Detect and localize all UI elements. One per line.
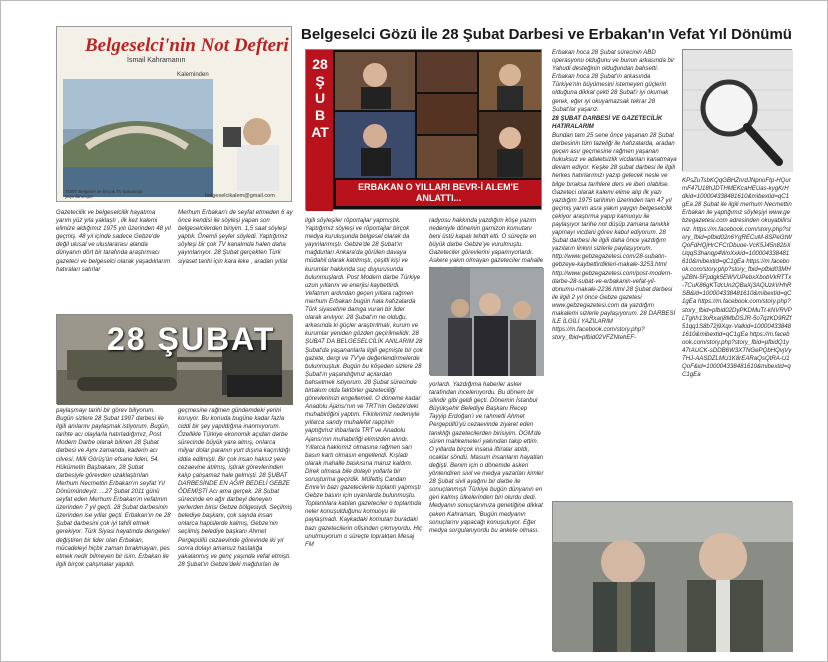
article-headline: Belgeselci Gözü İle 28 Şubat Darbesi ve Erbakan'ın Vefat Yıl Dönümü	[301, 26, 792, 43]
column-1-bottom-text	[56, 407, 171, 657]
banner-caption: ERBAKAN O YILLARI BEVR-İ ALEM'E ANLATTI...	[336, 180, 541, 206]
paragraph: Merhum Erbakan'ı de seyfat etmeden 6 ay önce kendisi ile söyleşi yapan son belgeselcilerden biriyim. 1,5 saat söyleşi yaptık. Önemli şeyler söyledi. Yaptığımız söyleşi bir çok TV kanalında halen daha yayınlanıyor. 28 Şubat gerçekten Türk siyaset tarihi için kara leke , aradan yıllar	[178, 209, 293, 265]
paragraph: paylaşmayı tarihi bir görev biliyorum. Bugün sizlere 28 Şubat 1997 darbesi ile ilgili anılarını paylaşmak istiyorum. Bugün, tarihte acı olaylarla hatırladığımız, Post Modern Darbe olarak bilinen 28 Şubat darbesi ve Aynı zamanda, kaderin acı cilvesi, Milli Görüş'ün efsane lideri, 54. Hükümetin Başbakanı, 28 Şubat darbesiyle görevden uzaklaştırılan Merhum Necmettin Erbakan'ın seyfat Yıl Dönümündeyiz. ...27 Şubat 2011 günü seyfat eden Merhum Erbakan'ın vefatının üzerinden 7 yıl geçti. 28 Şubat darbesinin üzerinden ise yıllar geçti. Erbakan'ın ne 28 Şubat darbesini çok iyi tahlil etmek gerekiyor. Türk Siyasi hayatında dengeleri değiştiren bir lider olan Erbakan, mücadeleyi hiçbir zaman bırakmayan, pes etmek nedir bilmeyen bir isim. Erbakan ile ilgili birçok çalışmalar yapıldı.	[56, 407, 171, 568]
column-4-top-text	[429, 217, 544, 265]
column-5-text	[552, 49, 677, 504]
paragraph: Bundan tam 25 sene önce yaşanan 28 Şubat darbesinin tüm tazeliği ile hafızalarda, aradan geçen asır geçmesine rağmen yaşanan hukuksuz ve adaletsizlik vicdanları kanatmaya devam ediyor. Keşke 28 şubat darbesi ile ilgili herkes hatırlarımızı yazıp gelecek nesle ve bilge bıraksa tarihlere ders ve iberi olabilse. Gazeteci olarak kalemi elime alıp ilk yazı yazdığım 1975 tarihinin üzerinden tam 47 yıl geçmiş yarım asra yakın yaygın belgeselcilik çekiyor araştırma yapıp kamuoyu ile paylaşıyor tarihe not düşüp zamana tanıklık yapmayı vicdani görev kabul ediyorum. 28 Şubat darbesi ile ilgili daha önce yazdığım yazıların linkini sizlerle paylaşıyorum. http://www.gebzegazetesi.com/28-subatin-gebzeye-kaybettirdikleri-makale-3253.html http://www.gebzegazetesi.com/post-modern-darbe-28-subat-ve-erbakanin-vefat-yil-donumu-makale-2236.html 28 Şubat darbesi ile ilgili 2 yıl önce Gebze gazetesi www.gebzegazetesi.com da yazdığım makalemi sizlerle paylaşıyorum. 28 DARBESİ İLE İLGİLİ YAZILARIM https://m.facebook.com/story.php?story_fbid=pfbid02VFZNtehEF-	[552, 131, 677, 342]
photo-erbakan-crowd	[429, 267, 543, 375]
column-3-text	[305, 217, 423, 657]
paragraph: geçmesine rağmen gündemdeki yerini koruyor. Bu konuda bugüne kadar fazla ciddi bir şey yapıldığına inanmıyorum. Özellikle Türkiye ekonomik açıdan darbe sürecinde büyük yara almış, onlarca milyar dolar paranın yurt dışına kaçırıldığı iddia edilmişti. Bir çok insan haksız yere cezaevine atılmış, iştirak görevlerinden kalıp çalışamaz hale gelmişti. 28 ŞUBAT DARBESİNDE EN AĞIR BEDELİ GEBZE ÖDEMİŞTİ Acı ama gerçek. 28 Şubat sürecinde en ağır darbeyi deneyen yerlerden birisi Gebze bölgesiydi. Seçilmiş belediye başkanı, çok sayıda insan onlarca hapislerde kalmış, Gebze'nin seçilmiş belediye başkanı Ahmet Pergepüllü cezaevinde görevinde iki yıl sonra dolayı amansız hastalığa yakalanmış ve genç yaşında vefat etmişti. 28 Şubat'ın Gebze'deki mağdurları ile	[178, 407, 293, 568]
paragraph: Erbakan hoca 28 Şubat sürecinin ABD operasyonu olduğunu ve bunun arkasında bir Yahudi desteğinin olduğundan bahsetti. Erbakan hoca 28 Şubat'ın arkasında Türkiye'nin büyümesini istemeyen güçlerin olduğuna dikkat çekti 28 Şubat'ı iyi okumak gerek, eğer iyi okuyamazsak tekrar 28 Şubat'lar yaşarız.	[552, 49, 675, 113]
column-2-top-text	[178, 209, 293, 309]
photo-erdogan-pergepullu	[552, 501, 792, 651]
photo-28-subat-tank	[56, 314, 292, 404]
column-1-top-text	[56, 209, 171, 309]
column-6-text	[682, 177, 792, 497]
logo-title: Belgeselci'nin Not Defteri	[85, 35, 289, 56]
logo-author: İsmail Kahramanın	[127, 57, 186, 64]
paragraph: yorlardı. Yazdığıma haberler asker tarafından incelenıyordu. Bu dönem bir silindir gibi geldi geçti. Dönemin İstanbul Büyükşehir Belediye Başkanı Recep Tayyip Erdoğan'ı ve rahmetli Ahmet Pergepüllü'yü cezaevinde ziyaret eden tanıklığı gazetecilerden birisiyim. DGM'de süren mahkemeleri yakından takip ettim. O yıllarda birçok insana iftiralar atıldı, ocaklar söndü. Masum insanların hayatları değişti. Benim için o dönemde askeri yönlendiren sivil ve medya yazarları kimler 28 Şubat sivil ayağını bir darbe ile sonuçlanmıştı Türkiye bugün dünyanın en geri kalmış ülkelerinden biri olurdu dedi. Medyanın sonuçlarımıza genetiğine dikkat çeken Kahraman, 'Bugün medyanın sonuçlarını yapacağı konuşuluyor. Eğer medya sorgulanıyordu bu ankete olması.	[429, 381, 544, 534]
column-2-bottom-text	[178, 407, 293, 657]
paragraph: Gazetecilik ve belgeselcilik hayatıma yarım yüz yıla yaklaştı , ilk kez kalemi elimize aldığımız 1975 yılı üzerinden 48 yıl geçmiş. 48 yıl içinde sadece Gebze'de değil ulusal ve uluslararası alanda dünyanın dört bir tarafında araştırmacı gazeteci ve belgeselci olarak yaşadıklarım hatıraları satırlar	[56, 209, 171, 273]
photo-28-subat-collage	[305, 49, 542, 210]
paragraph-links: KPsZuTsbKQqGBHZnrdJNpnoFtp-HQurmF47U18hJDTHMEKcaHEUas-kygKrHdkid=100004338481610&mibextid=qC1gEa 28 Şubat ile ilgili merhum Necmettin Erbakan ile yaptığımız söyleşiyi www.gebzegazetesi.com adresinden okuyabilirsiniz. https://m.facebook.com/story.php?story_fbid=pfbid02n6YgRECuM-8SPeGtWQoFdHQjHrCFCrDbuoe-VcK5J45n82bXUqqS3hanqp4WoXxkid=100004338481610&mibextid=qC1gEa https://m.facebook.com/story.php?story_fbid=pfbid03MHyZBN-5Fpdgk5EWVUPebxXbobVkRTTx-7CuK86gKTdcUn2QBaXj3AQUzkVHhRSB&id=100004338481610&mibextid=qC1gEa https://m.facebook.com/story.php?story_fbid=pfbid02DyPKDMuTt-kNVRVPLTghh13oRxarj8MbDSJR-5o7qzKD9RZf51qq1S8b72j9Xqx-Valkid=100004338481610&mibextid=qC1gEa https://m.facebook.com/story.php?story_fbid=pfbidQ1y47rAUCK-sDDB6W3XTNGePQbHQvjVyTHJ-AASDZLMU1K8rEARaQsQtRA-U1QoF&id=100004338481610&mibextid=qC1gEa	[682, 177, 792, 379]
banner-vertical-text: 28 ŞUBAT	[311, 56, 329, 140]
section-subheading: 28 ŞUBAT DARBESİ VE GAZETECİLİK HATIRALARIM	[552, 114, 663, 130]
two-men-illustration	[553, 502, 793, 652]
paragraph: radyosu hakkında yazdığım köşe yazım nedeniyle dönemin garnizon komutanı beni üstü kapalı tehdit etti. O süreçte en büyük darbe Gebze'ye vurulmuştu. Gazeteciler görevlerini yapamıyorlardı. Askere yakın olmayan gazeteciler mahalle	[429, 217, 544, 265]
photo-caption-28-subat: 28 ŞUBAT	[107, 321, 276, 357]
collage-photos	[333, 50, 543, 180]
crowd-illustration	[430, 268, 544, 376]
magnifier-illustration	[683, 50, 793, 172]
column-logo	[56, 26, 292, 202]
column-4-bottom-text	[429, 381, 544, 657]
paragraph: ilgili söyleşiler röportajlar yapmıştık. Yaptığımız söyleşi ve röportajlar birçok medya kuruluşunda belgesel olarak da yayınlanmıştı. Gebze'de 28 Şubat'ın mağdurları Ankara'da görülen davaya müdahil olarak katılmıştı, çeşitli kişi ve kurumlar hakkında suç duyurusunda bulunmuşlardı. Post Modern darbe Türkiye uzun yıllarını ve enerjisi kaybettirdi. Vefatının ardından geçen yıllara rağmen merhum Erbakan bugün hala hafızalarda Türk siyasetine damga vuran bir lider olarak anılıyor. 28 Şubat'ın ne olduğu, arkasında ki güçler araştırılmalı, kurum ve kurumlar yeniden gözden geçirilmelidir. 28 ŞUBAT DA BELGESELCİLİK ANILARIM 28 Şubat'da yaşananlarla ilgili geçmişte bir çok gazete, dergi ve TV'ye değerlendirmelerde bulunmuştuk. Bugün bu köşeden sizlere 28 Şubat'ın yaşandığımız açılardan bahsetmek istiyorum. 28 Şubat sürecinde birtakım olda faktörler gazeteciliği görevlerimizi engellemeli. O döneme kadar Anadolu Ajansı'nın ve TRT'nin Gebze'deki muhabirliğini yaptım. Fikirlerimiz nedeniyle yıllarca sandy muhalefet rapçinin yaptığımız ihbarlarla TRT ve Anadolu Ajansı'nın muhabirliği elimizden alındı. Yıllarca hakkımız olmasına rağmen sarı basın kartı olmasın engellendi. Kışladı olarak mahalle baskısına maruz kaldım. Direk olmasa bile dolaylı yollarla bir soruşturma geçirdik. Müfettiş Candan Emre'in bazı gazetecilerle toplantı yapmıştı Gebze basını için uyarılarda bulunmuştu. Toplantılara katılan gazeteciler o toplantıda neler konuşulduğunu komuoyu ile paylaşmadı. Kaykadaki komutan buradaki bazı gazetecilerin ofisinden çıkmıyordu. Hiç unutmuyorum o süreçte topraktan Mesaj FM	[305, 217, 423, 548]
logo-footer-text: TGRT Belgesel ve birçok TV kanalında yayınlanmıştır	[65, 189, 143, 199]
logo-kaleminden: Kaleminden	[177, 72, 209, 78]
photo-magnifying-glass	[682, 49, 792, 171]
logo-email: belgeselcikalem@gmail.com	[205, 193, 275, 199]
